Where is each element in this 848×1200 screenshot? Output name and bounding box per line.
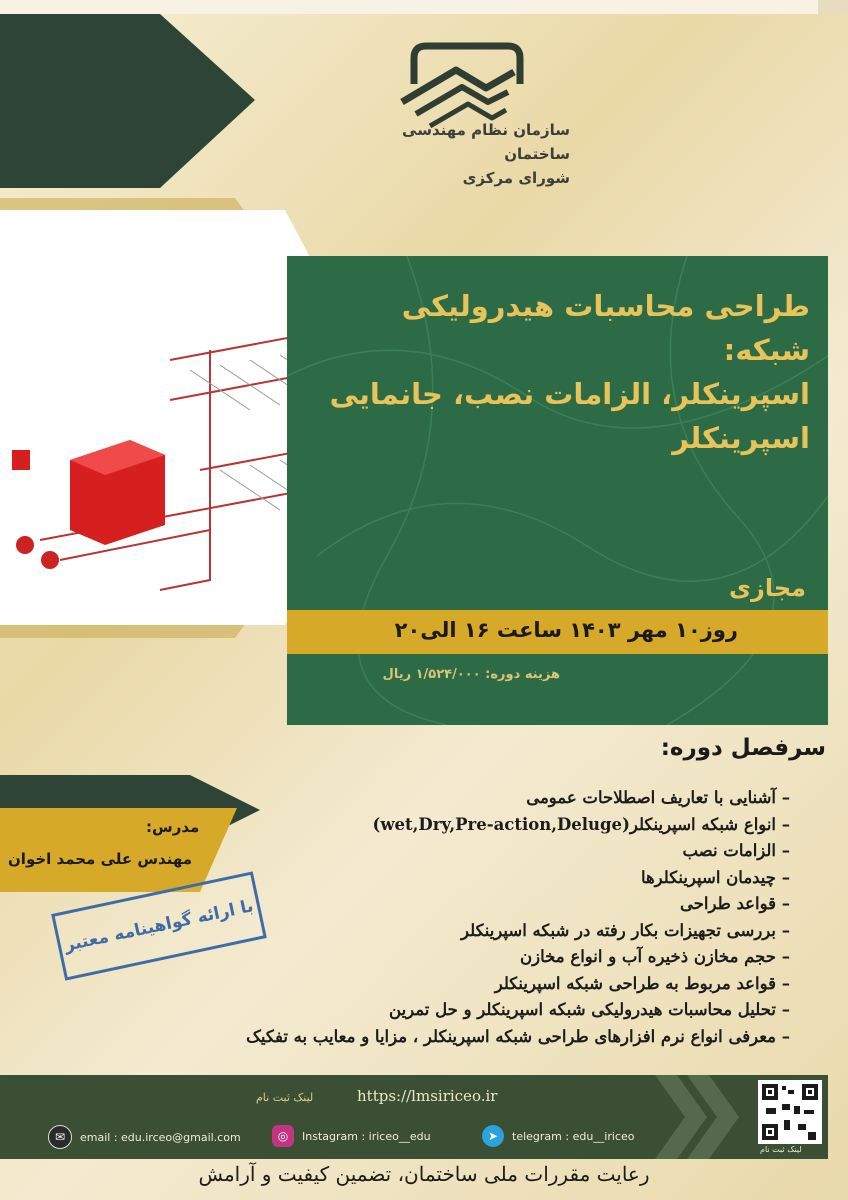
org-name-line: سازمان نظام مهندسی ساختمان [402, 121, 570, 163]
slogan: رعایت مقررات ملی ساختمان، تضمین کیفیت و آرامش [198, 1162, 650, 1186]
email-contact[interactable] [48, 1125, 241, 1149]
list-item: – حجم مخازن ذخیره آب و انواع مخازن [60, 944, 790, 971]
list-item: – انواع شبکه اسپرینکلر(wet,Dry,Pre-action,Deluge) [60, 812, 790, 839]
course-mode: مجازی [729, 574, 806, 602]
register-link[interactable]: https://lmsiriceo.ir [357, 1087, 498, 1105]
register-label: لینک ثبت نام [256, 1091, 314, 1104]
email-icon: ✉ [48, 1125, 72, 1149]
instagram-icon: ◎ [272, 1125, 294, 1147]
course-datetime: روز۱۰ مهر ۱۴۰۳ ساعت ۱۶ الی۲۰ [394, 618, 738, 642]
list-item: – بررسی تجهیزات بکار رفته در شبکه اسپرینکلر [60, 918, 790, 945]
instagram-text: Instagram : iriceo__edu [302, 1129, 431, 1143]
instructor-label: مدرس: [146, 818, 200, 836]
org-council-line: شورای مرکزی [462, 169, 570, 187]
list-item: – قواعد طراحی [60, 891, 790, 918]
list-item: – آشنایی با تعاریف اصطلاحات عمومی [60, 785, 790, 812]
syllabus-heading: سرفصل دوره: [660, 735, 826, 761]
course-fee: هزینه دوره: ۱/۵۲۴/۰۰۰ ریال [382, 667, 560, 682]
course-title-line-1: طراحی محاسبات هیدرولیکی شبکه: [401, 289, 810, 367]
list-item: – تحلیل محاسبات هیدرولیکی شبکه اسپرینکلر و حل تمرین [60, 997, 790, 1024]
telegram-icon: ➤ [482, 1125, 504, 1147]
telegram-contact[interactable] [482, 1125, 634, 1147]
course-title [310, 284, 810, 460]
list-item: – قواعد مربوط به طراحی شبکه اسپرینکلر [60, 971, 790, 998]
date-bar [287, 610, 828, 654]
list-item: – معرفی انواع نرم افزارهای طراحی شبکه اسپرینکلر ، مزایا و معایب به تفکیک [60, 1024, 790, 1051]
qr-code-icon[interactable] [758, 1080, 822, 1144]
qr-label: لینک ثبت نام [760, 1145, 802, 1154]
telegram-text: telegram : edu__iriceo [512, 1129, 635, 1143]
instructor-name: مهندس علی محمد اخوان [8, 850, 193, 868]
course-info-panel [287, 256, 828, 725]
instagram-contact[interactable] [272, 1125, 431, 1147]
list-item: – الزامات نصب [60, 838, 790, 865]
chevron-arrows-icon [655, 1075, 755, 1159]
footer [0, 1075, 828, 1159]
list-item: – چیدمان اسپرینکلرها [60, 865, 790, 892]
course-title-line-2: اسپرینکلر، الزامات نصب، جانمایی [329, 377, 810, 411]
email-text: email : edu.irceo@gmail.com [80, 1130, 241, 1144]
course-title-line-3: اسپرینکلر [672, 421, 810, 455]
certificate-stamp: با ارائه گواهینامه معتبر [51, 871, 267, 980]
organization-name [350, 118, 570, 190]
